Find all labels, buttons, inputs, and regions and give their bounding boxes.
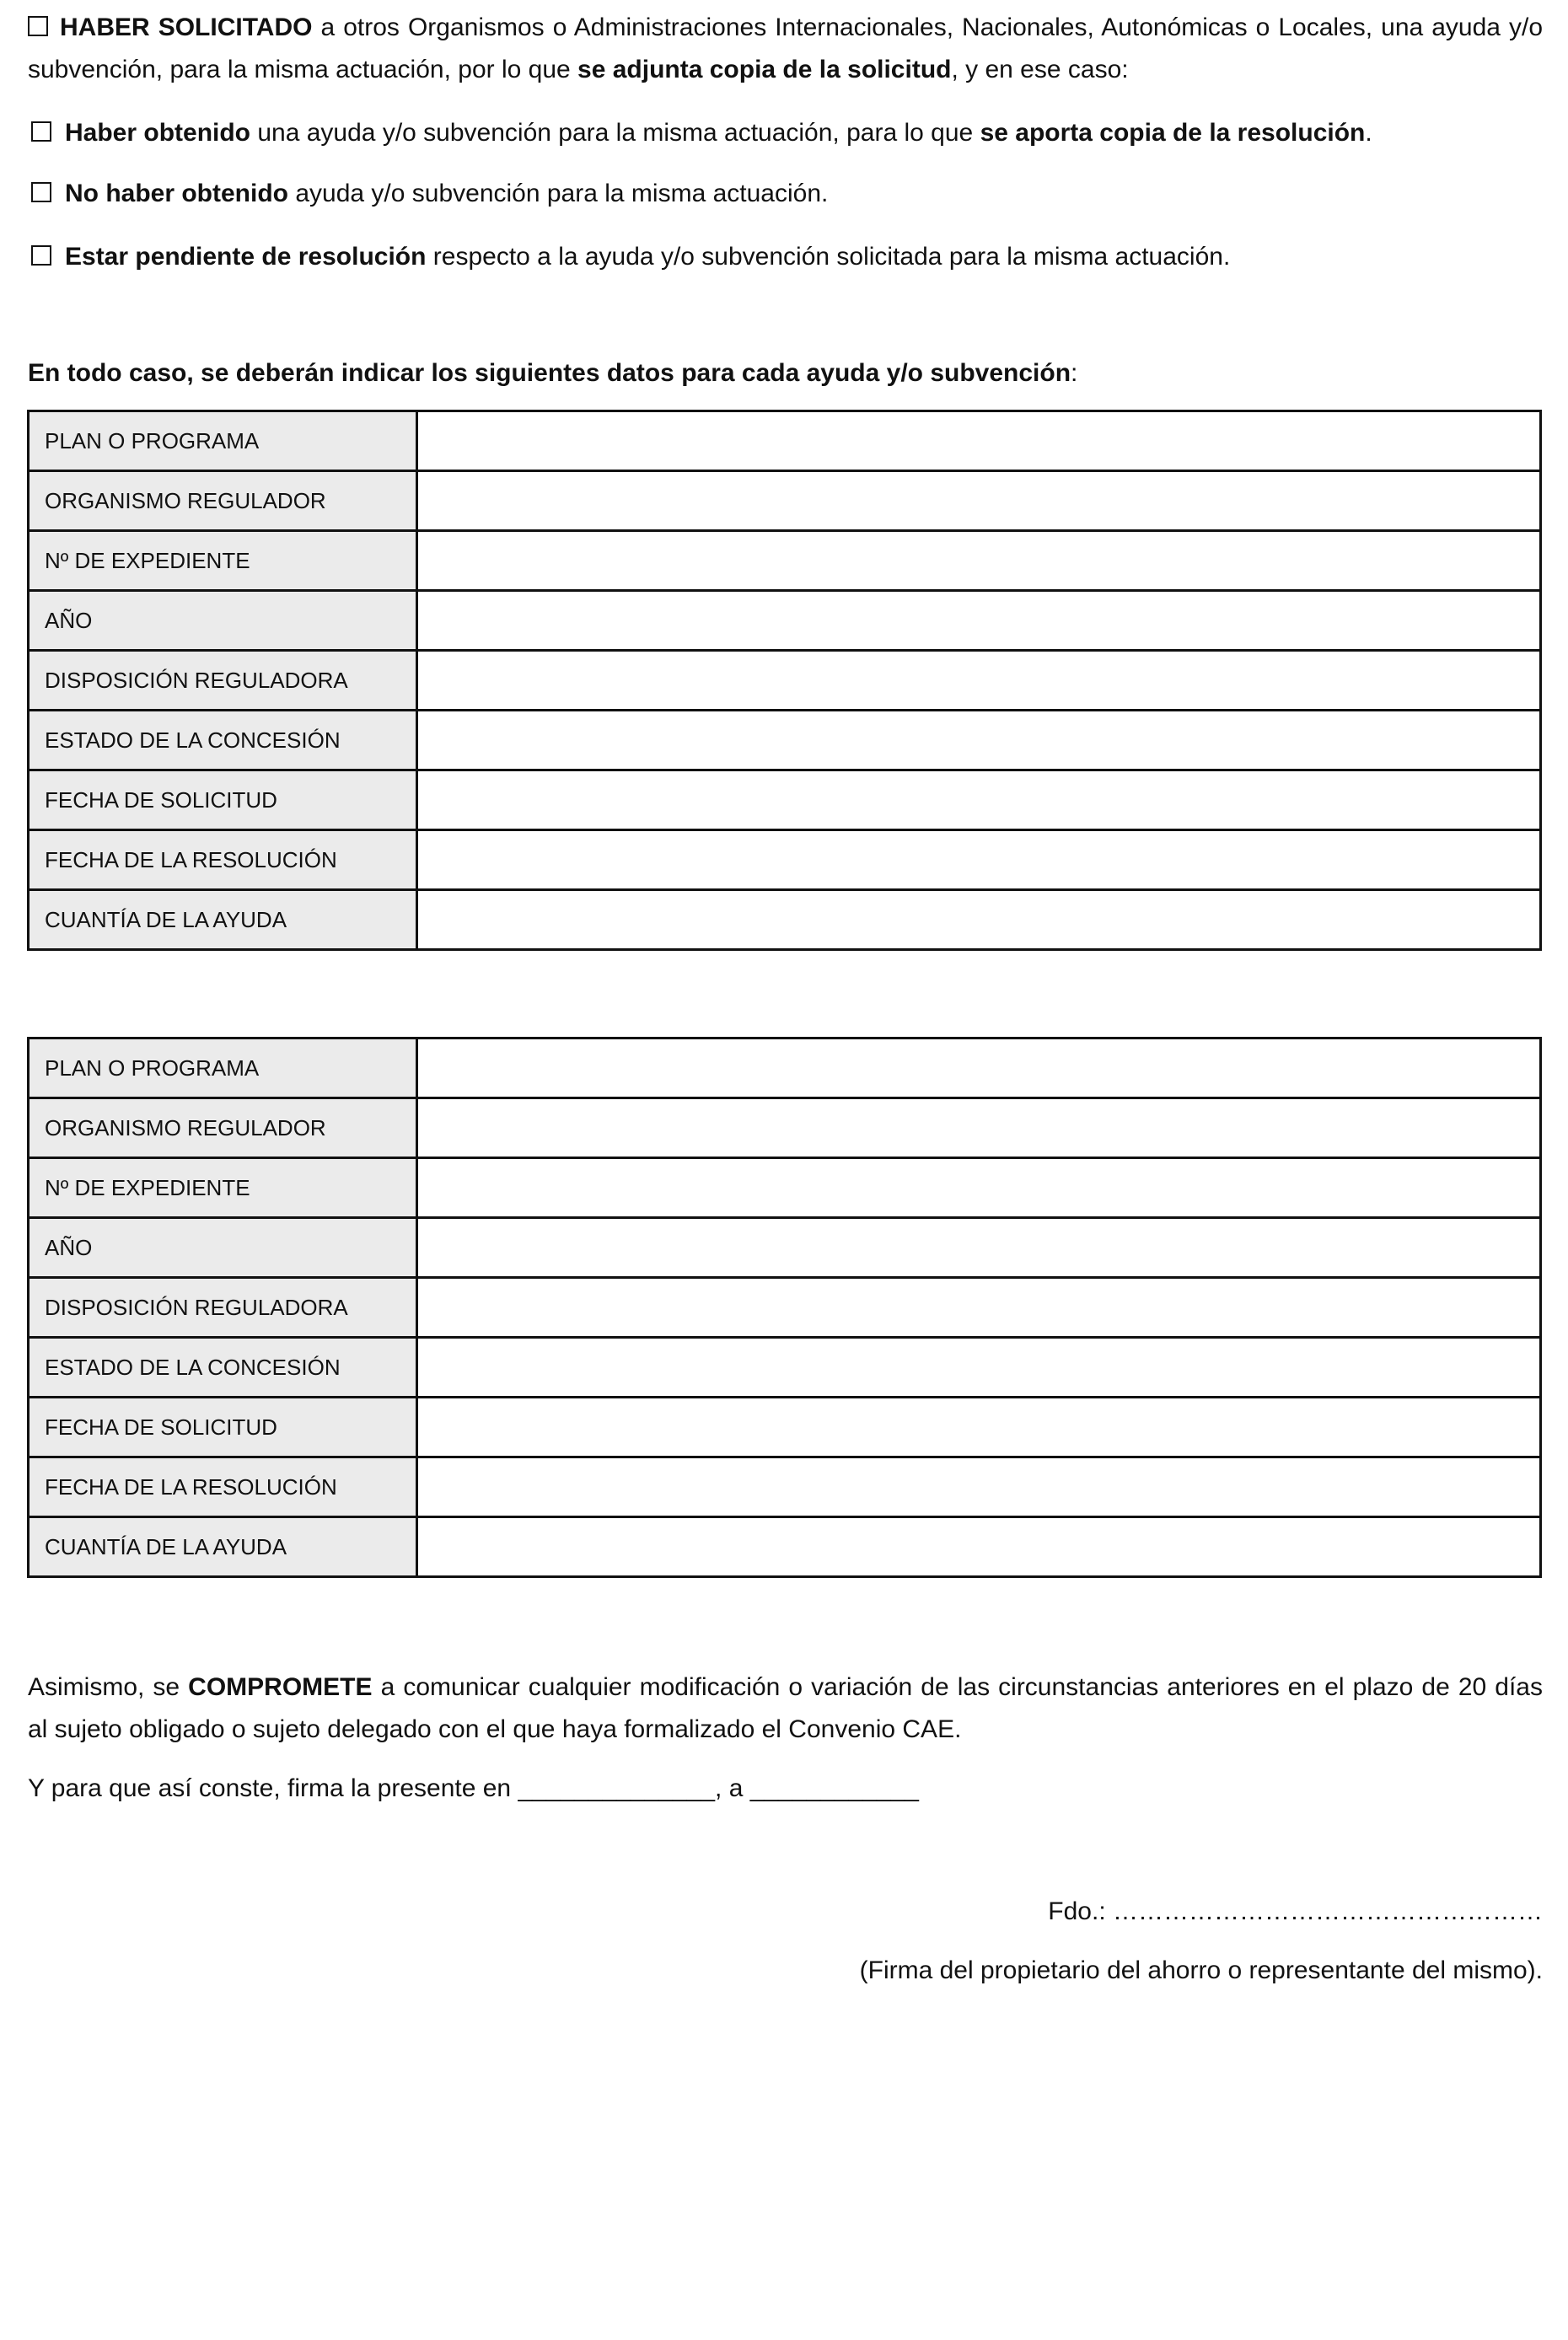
table-row [29,1338,1541,1398]
option-pendiente-resolucion: Estar pendiente de resolución respecto a la ayuda y/o subvención solicitada para la misma actuación. [28,236,1543,278]
sign-place-date-line: Y para que así conste, firma la presente en ______________, a ____________ [28,1774,919,1802]
table-row [29,770,1541,830]
row-value-field[interactable] [417,471,1541,531]
row-value-field[interactable] [417,531,1541,591]
row-label: ESTADO DE LA CONCESIÓN [29,711,417,770]
row-label: FECHA DE LA RESOLUCIÓN [29,1457,417,1517]
row-label: ORGANISMO REGULADOR [29,471,417,531]
row-value-field[interactable] [417,411,1541,471]
aid-table-1 [27,410,1542,951]
table-row [29,1517,1541,1577]
row-label: CUANTÍA DE LA AYUDA [29,890,417,950]
row-label: AÑO [29,1218,417,1278]
row-value-field[interactable] [417,830,1541,890]
row-value-field[interactable] [417,1398,1541,1457]
row-label: FECHA DE LA RESOLUCIÓN [29,830,417,890]
row-label: PLAN O PROGRAMA [29,1039,417,1098]
signature-note: (Firma del propietario del ahorro o representante del mismo). [859,1956,1543,1984]
row-label: FECHA DE SOLICITUD [29,770,417,830]
bold-haber-solicitado: HABER SOLICITADO [60,13,313,41]
row-label: DISPOSICIÓN REGULADORA [29,1278,417,1338]
paragraph-commitment: Asimismo, se COMPROMETE a comunicar cualquier modificación o variación de las circunstancias anteriores en el plazo de 20 días al sujeto obligado o sujeto delegado con el que haya formalizado el Convenio CAE. [28,1673,1543,1743]
table-row [29,531,1541,591]
table-row [29,1457,1541,1517]
table-row [29,1218,1541,1278]
table-row [29,471,1541,531]
row-value-field[interactable] [417,591,1541,651]
row-label: ESTADO DE LA CONCESIÓN [29,1338,417,1398]
table-row [29,711,1541,770]
row-value-field[interactable] [417,651,1541,711]
row-value-field[interactable] [417,1218,1541,1278]
table-row [29,651,1541,711]
row-label: CUANTÍA DE LA AYUDA [29,1517,417,1577]
aid-table-2 [27,1037,1542,1578]
row-label: PLAN O PROGRAMA [29,411,417,471]
row-value-field[interactable] [417,711,1541,770]
table-row [29,411,1541,471]
checkbox-no-haber-obtenido[interactable] [31,182,51,202]
checkbox-pendiente-resolucion[interactable] [31,245,51,266]
row-label: AÑO [29,591,417,651]
table-row [29,890,1541,950]
checkbox-haber-solicitado[interactable] [28,16,48,36]
row-label: FECHA DE SOLICITUD [29,1398,417,1457]
table-row [29,1039,1541,1098]
table-row [29,591,1541,651]
row-value-field[interactable] [417,890,1541,950]
paragraph-haber-solicitado: HABER SOLICITADO a otros Organismos o Administraciones Internacionales, Nacionales, Autonómicas o Locales, una ayuda y/o subvención, para la misma actuación, por lo que se adjunta copia de la solicitud, y en ese caso: [28,13,1544,83]
row-value-field[interactable] [417,1158,1541,1218]
table-row [29,1158,1541,1218]
table-row [29,1278,1541,1338]
table-row [29,1098,1541,1158]
section-heading: En todo caso, se deberán indicar los siguientes datos para cada ayuda y/o subvención: [28,359,1078,387]
row-label: Nº DE EXPEDIENTE [29,531,417,591]
row-value-field[interactable] [417,1278,1541,1338]
row-value-field[interactable] [417,770,1541,830]
row-value-field[interactable] [417,1098,1541,1158]
row-value-field[interactable] [417,1517,1541,1577]
option-haber-obtenido: Haber obtenido una ayuda y/o subvención para la misma actuación, para lo que se aporta copia de la resolución. [28,112,1543,154]
row-label: Nº DE EXPEDIENTE [29,1158,417,1218]
row-value-field[interactable] [417,1457,1541,1517]
signature-line: Fdo.: …………………………………………… [1048,1897,1543,1925]
table-row [29,1398,1541,1457]
row-value-field[interactable] [417,1338,1541,1398]
row-value-field[interactable] [417,1039,1541,1098]
option-no-haber-obtenido: No haber obtenido ayuda y/o subvención para la misma actuación. [28,173,1543,215]
checkbox-haber-obtenido[interactable] [31,121,51,142]
row-label: ORGANISMO REGULADOR [29,1098,417,1158]
table-row [29,830,1541,890]
row-label: DISPOSICIÓN REGULADORA [29,651,417,711]
